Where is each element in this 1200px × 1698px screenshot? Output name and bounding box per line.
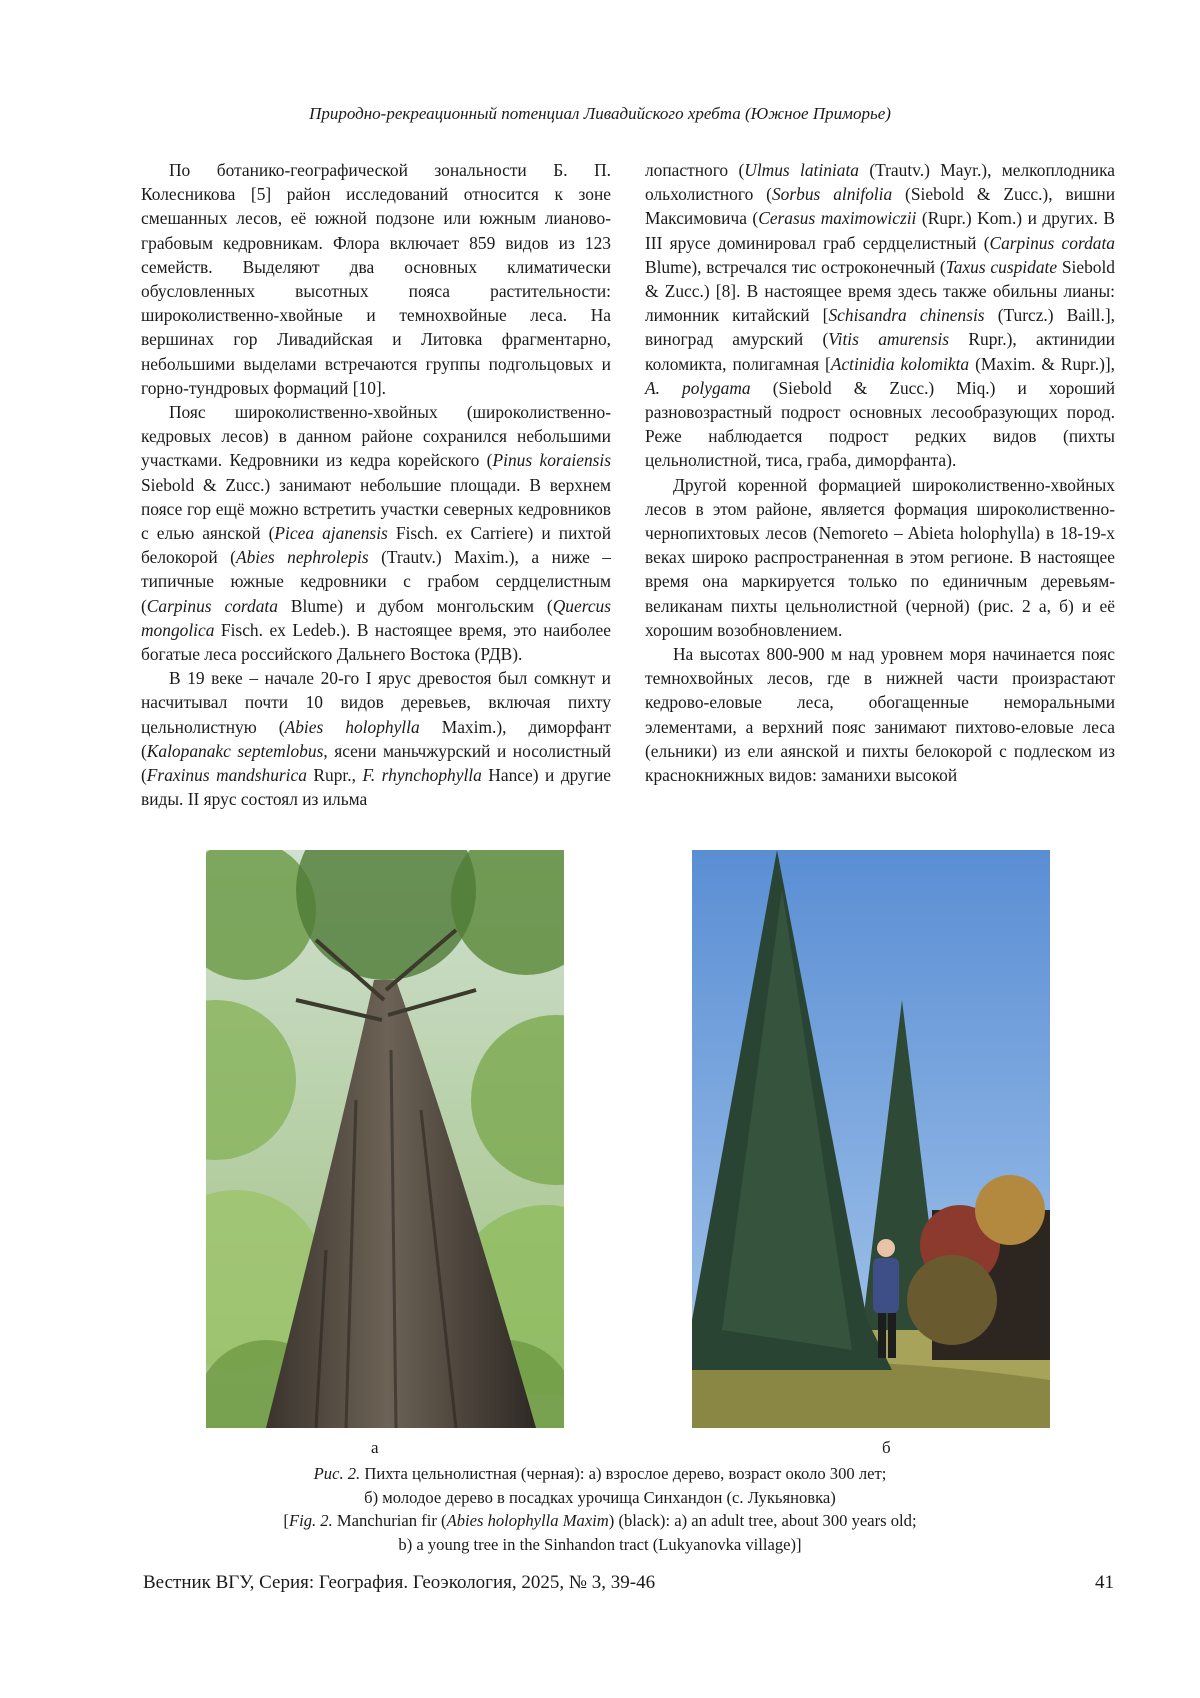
species-name: Schisandra chinensis <box>828 305 984 325</box>
species-name: Cerasus maximowiczii <box>758 208 916 228</box>
species-name: A. polygama <box>645 378 751 398</box>
text-run: В 19 веке – начале 20-го I ярус древостоя был сомкнут и насчитывал почти 10 видов деревьев, включая пихту цельнолистную ( <box>141 668 611 736</box>
species-name: Kalopanakc septemlobus <box>147 741 324 761</box>
text-run: (Trautv.) Maxim.), а ниже – типичные южные кедровники с грабом сердцелистным ( <box>141 547 611 615</box>
photo-adult-fir-image <box>206 850 564 1428</box>
text-run: Fisch. ex Ledeb.). В настоящее время, это наиболее богатые леса российского Дальнего Востока (РДВ). <box>141 620 611 664</box>
text-run: Rupr.), актинидии коломикта, полигамная [ <box>645 329 1115 373</box>
figure-caption <box>100 1462 1100 1556</box>
text-run: Siebold & Zucc.) [8]. В настоящее время здесь также обильны лианы: лимонник китайский [ <box>645 257 1115 325</box>
page-number: 41 <box>1095 1572 1114 1594</box>
text-run: Fisch. ex Carriere) и пихтой белокорой ( <box>141 523 611 567</box>
caption-en-line1 <box>100 1509 1100 1533</box>
figure-label-a: а <box>371 1438 379 1458</box>
caption-text: ) (black): a) an adult tree, about 300 years old; <box>609 1511 917 1530</box>
right-column <box>645 158 1115 787</box>
species-name: Pinus koraiensis <box>492 450 611 470</box>
caption-ru-line1 <box>100 1462 1100 1486</box>
text-run: Blume), встречался тис остроконечный ( <box>645 257 946 277</box>
paragraph: Другой коренной формацией широколиственно-хвойных лесов в этом районе, является формация широколиственно-чернопихтовых лесов (Nemoreto – Abieta holophylla) в 18-19-х веках широко распространенная в этом регионе. В настоящее время она маркируется только по единичным деревьям-великанам пихты цельнолистной (черной) (рис. 2 а, б) и её хорошим возобновлением. <box>645 473 1115 642</box>
text-run: Hance) и другие виды. II ярус состоял из ильма <box>141 765 611 809</box>
text-run: Maxim.), диморфант ( <box>141 717 611 761</box>
photo-young-fir <box>692 850 1050 1428</box>
species-name: Abies holophylla Maxim <box>447 1511 609 1530</box>
species-name: Quercus mongolica <box>141 596 611 640</box>
species-name: Vitis amurensis <box>828 329 949 349</box>
caption-label: Рис. 2. <box>314 1464 361 1483</box>
caption-text: Пихта цельнолистная (черная): а) взрослое дерево, возраст около 300 лет; <box>360 1464 886 1483</box>
caption-en-line2: b) a young tree in the Sinhandon tract (Lukyanovka village)] <box>100 1533 1100 1557</box>
species-name: Fraxinus mandshurica <box>147 765 307 785</box>
species-name: Sorbus alnifolia <box>772 184 892 204</box>
text-run: (Siebold & Zucc.) Miq.) и хороший разновозрастный подрост основных лесообразующих пород. Реже наблюдается подрост редких видов (пихты цельнолистной, тиса, граба, диморфанта). <box>645 378 1115 471</box>
text-run: Rupr., <box>307 765 363 785</box>
text-run: (Maxim. & Rupr.)], <box>969 354 1115 374</box>
paragraph: По ботанико-географической зональности Б. П. Колесникова [5] район исследований относится к зоне смешанных лесов, её южной подзоне или южным лианово-грабовым кедровникам. Флора включает 859 видов из 123 семейств. Выделяют два основных климатически обусловленных высотных пояса растительности: широколиственно-хвойные и темнохвойные леса. На вершинах гор Ливадийская и Литовка фрагментарно, небольшими выделами встречаются группы подгольцовых и горно-тундровых формаций [10]. <box>141 158 611 400</box>
figure-label-b: б <box>882 1438 891 1458</box>
text-run: (Turcz.) Baill.], виноград амурский ( <box>645 305 1115 349</box>
text-run: лопастного ( <box>645 160 744 180</box>
species-name: Picea ajanensis <box>274 523 387 543</box>
species-name: Actinidia kolomikta <box>831 354 969 374</box>
caption-bracket: [ <box>283 1511 289 1530</box>
running-title: Природно-рекреационный потенциал Ливадийского хребта (Южное Приморье) <box>0 104 1200 124</box>
text-run: , ясени маньчжурский и носолистный ( <box>141 741 611 785</box>
species-name: Carpinus cordata <box>990 233 1116 253</box>
text-run: Blume) и дубом монгольским ( <box>278 596 553 616</box>
caption-text: Manchurian fir ( <box>333 1511 447 1530</box>
species-name: F. rhynchophylla <box>362 765 481 785</box>
text-run: Siebold & Zucc.) занимают небольшие площади. В верхнем поясе гор ещё можно встретить участки северных кедровников с елью аянской ( <box>141 475 611 543</box>
caption-label: Fig. 2. <box>289 1511 333 1530</box>
text-run: (Rupr.) Kom.) и других. В III ярусе доминировал граб сердцелистный ( <box>645 208 1115 252</box>
species-name: Taxus cuspidate <box>946 257 1057 277</box>
left-column <box>141 158 611 811</box>
journal-footer: Вестник ВГУ, Серия: География. Геоэкология, 2025, № 3, 39-46 <box>143 1572 655 1594</box>
paragraph: На высотах 800-900 м над уровнем моря начинается пояс темнохвойных лесов, где в нижней части произрастают кедрово-еловые леса, обогащенные неморальными элементами, а верхний пояс занимают пихтово-еловые леса (ельники) из ели аянской и пихты белокорой с подлеском из краснокнижных видов: заманихи высокой <box>645 642 1115 787</box>
text-run: (Trautv.) Mayr.), мелкоплодника ольхолистного ( <box>645 160 1115 204</box>
caption-ru-line2: б) молодое дерево в посадках урочища Синхандон (с. Лукьяновка) <box>100 1486 1100 1510</box>
text-run: Пояс широколиственно-хвойных (широколиственно-кедровых лесов) в данном районе сохранился небольшими участками. Кедровники из кедра корейского ( <box>141 402 611 470</box>
species-name: Abies holophylla <box>285 717 420 737</box>
species-name: Abies nephrolepis <box>236 547 369 567</box>
paragraph <box>645 158 1115 473</box>
paragraph <box>141 400 611 666</box>
species-name: Carpinus cordata <box>147 596 278 616</box>
photo-young-fir-image <box>692 850 1050 1428</box>
paragraph <box>141 666 611 811</box>
photo-adult-fir <box>206 850 564 1428</box>
text-run: (Siebold & Zucc.), вишни Максимовича ( <box>645 184 1115 228</box>
species-name: Ulmus latiniata <box>744 160 859 180</box>
